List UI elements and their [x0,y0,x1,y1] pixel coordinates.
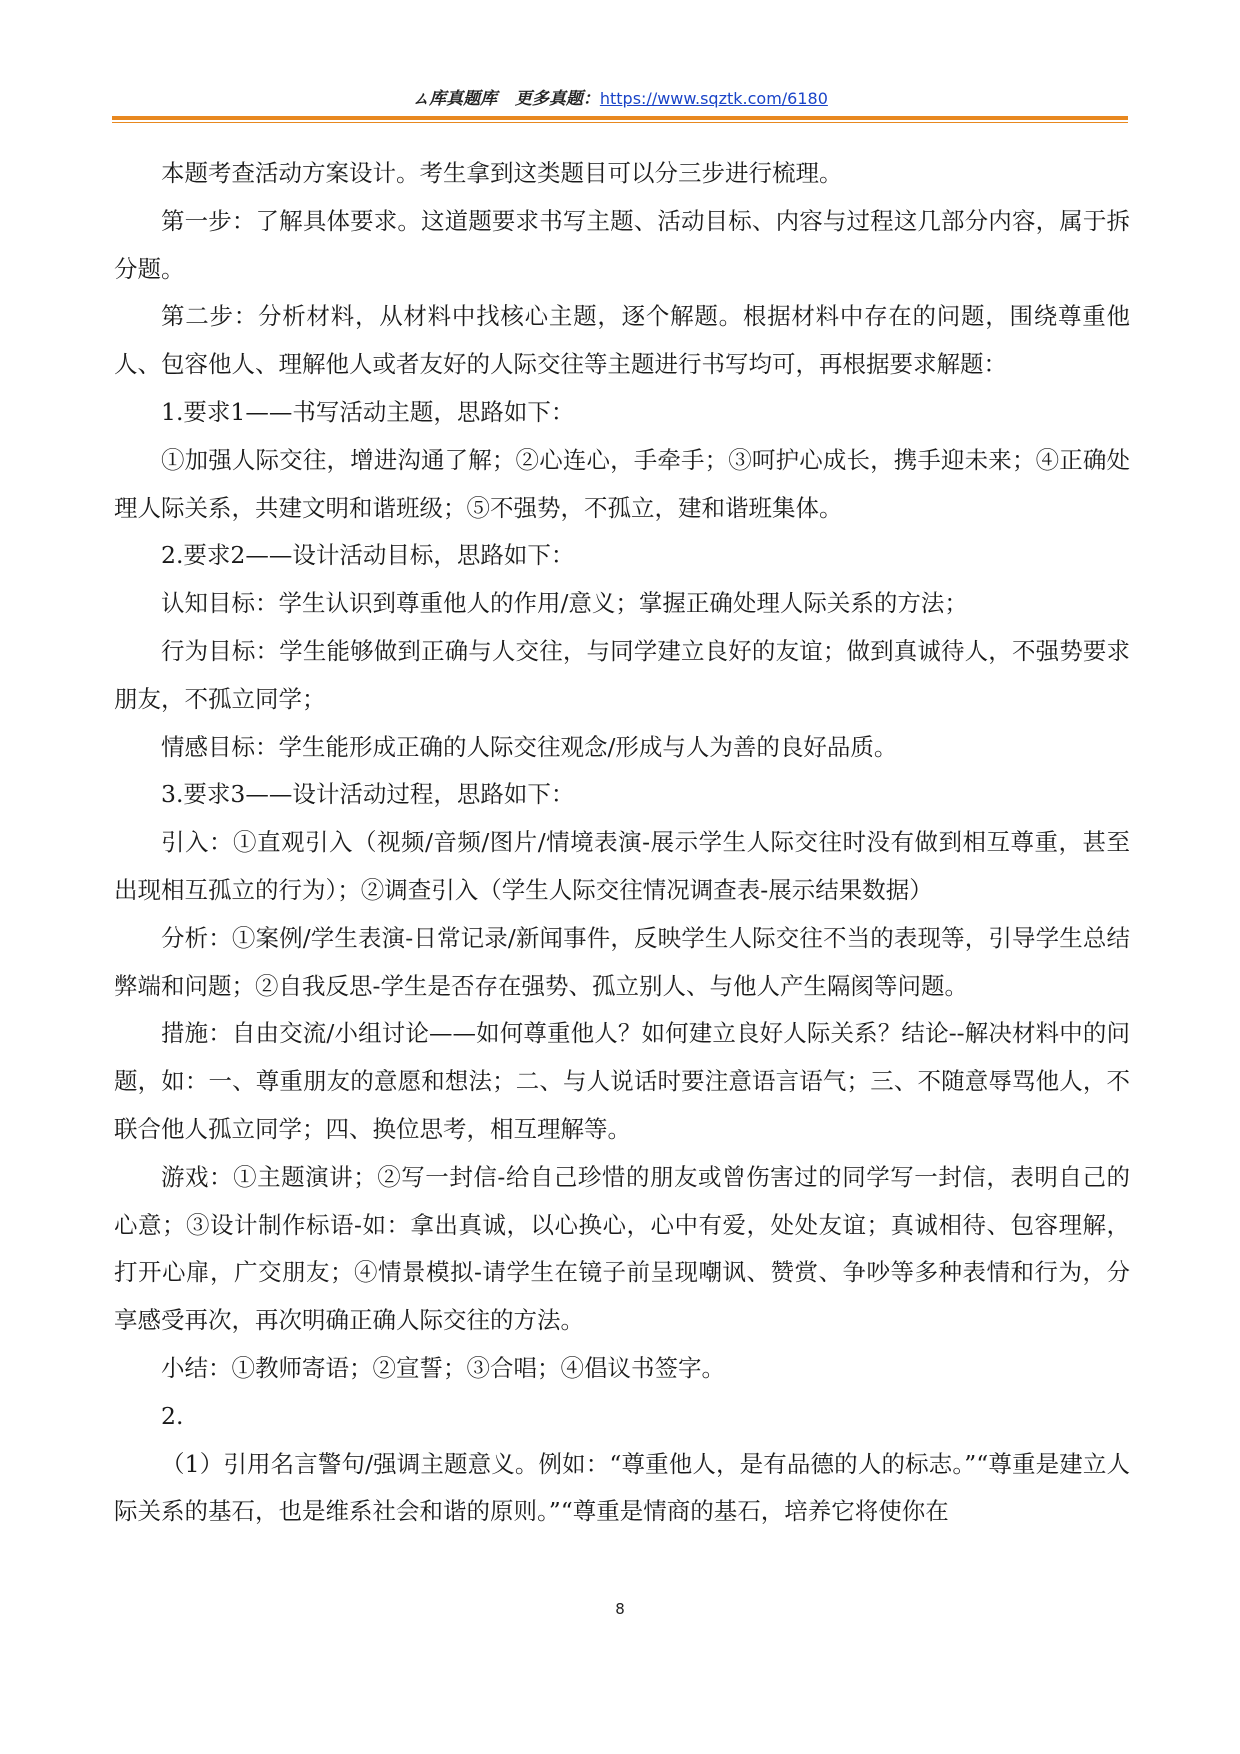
paragraph-requirement-3: 3.要求3——设计活动过程，思路如下： [161,780,575,809]
header-url-link[interactable]: https://www.sqztk.com/6180 [599,89,828,108]
header-site-name: ㄙ库真题库 [412,89,498,109]
paragraph-intro: 本题考查活动方案设计。考生拿到这类题目可以分三步进行梳理。 [161,159,843,187]
header-divider [112,116,1128,120]
paragraph-summary: 小结：①教师寄语；②宣誓；③合唱；④倡议书签字。 [161,1353,725,1382]
paragraph-quote: （1）引用名言警句/强调主题意义。例如：“尊重他人，是有品德的人的标志。”“尊重是建立人际关系的基石，也是维系社会和谐的原则。”“尊重是情商的基石，培养它将使你在 [114,1449,1130,1526]
paragraph-requirement-2: 2.要求2——设计活动目标，思路如下： [161,541,575,570]
paragraph-analysis: 分析：①案例/学生表演-日常记录/新闻事件，反映学生人际交往不当的表现等，引导学生总结弊端和问题；②自我反思-学生是否存在强势、孤立别人、与他人产生隔阂等问题。 [114,923,1130,1000]
paragraph-question-2: 2. [161,1401,184,1430]
paragraph-emotion-goal: 情感目标：学生能形成正确的人际交往观念/形成与人为善的良好品质。 [161,732,898,761]
paragraph-introduction: 引入：①直观引入（视频/音频/图片/情境表演-展示学生人际交往时没有做到相互尊重，甚至出现相互孤立的行为）；②调查引入（学生人际交往情况调查表-展示结果数据） [114,828,1130,904]
paragraph-games: 游戏：①主题演讲；②写一封信-给自己珍惜的朋友或曾伤害过的同学写一封信，表明自己的心意；③设计制作标语-如：拿出真诚，以心换心，心中有爱，处处友谊；真诚相待、包容理解，打开心扉，广交朋友；④情景模拟-请学生在镜子前呈现嘲讽、赞赏、争吵等多种表情和行为，分享感受再次，再次明确正确人际交往的方法。 [114,1162,1130,1335]
document-body [114,150,1130,1536]
paragraph-requirement-1: 1.要求1——书写活动主题，思路如下： [161,397,575,426]
page-number: 8 [615,1600,625,1618]
paragraph-step-2: 第二步：分析材料，从材料中找核心主题，逐个解题。根据材料中存在的问题，围绕尊重他人、包容他人、理解他人或者友好的人际交往等主题进行书写均可，再根据要求解题： [114,302,1130,379]
paragraph-theme-options: ①加强人际交往，增进沟通了解；②心连心，手牵手；③呵护心成长，携手迎未来；④正确处理人际关系，共建文明和谐班级；⑤不强势，不孤立，建和谐班集体。 [114,445,1130,522]
header-more-label: 更多真题： [514,89,600,109]
page-header [0,88,1240,110]
paragraph-measures: 措施：自由交流/小组讨论——如何尊重他人？如何建立良好人际关系？结论--解决材料中的问题，如：一、尊重朋友的意愿和想法；二、与人说话时要注意语言语气；三、不随意辱骂他人，不联合他人孤立同学；四、换位思考，相互理解等。 [114,1019,1130,1143]
paragraph-cognitive-goal: 认知目标：学生认识到尊重他人的作用/意义；掌握正确处理人际关系的方法； [161,589,968,618]
paragraph-behavior-goal: 行为目标：学生能够做到正确与人交往，与同学建立良好的友谊；做到真诚待人，不强势要求朋友，不孤立同学； [114,636,1130,713]
paragraph-step-1: 第一步：了解具体要求。这道题要求书写主题、活动目标、内容与过程这几部分内容，属于拆分题。 [114,206,1130,283]
header-divider-thin [112,122,1128,123]
